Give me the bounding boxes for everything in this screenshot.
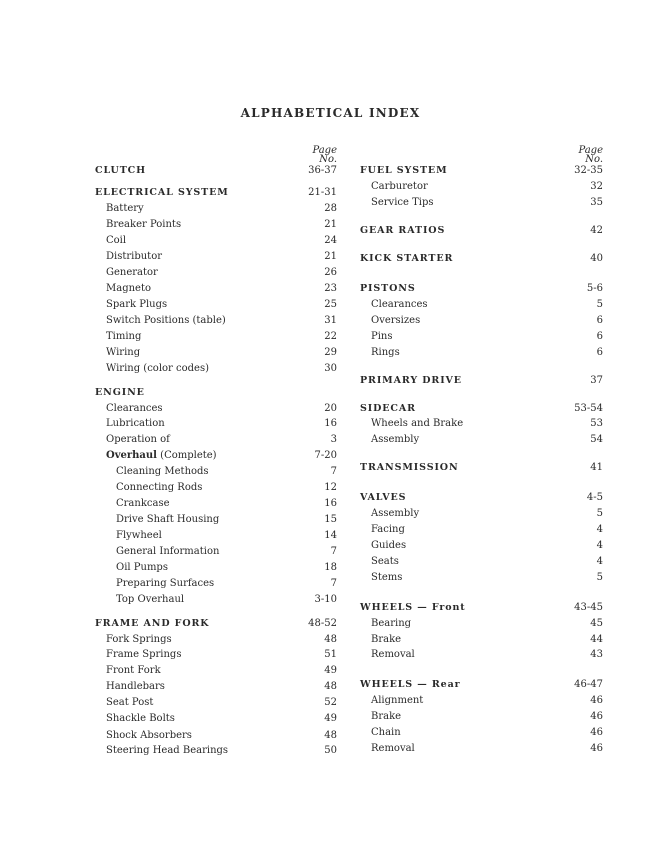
index-entry-label: Handlebars bbox=[106, 681, 165, 692]
index-entry-label: Oversizes bbox=[371, 315, 421, 326]
index-entry-label: Operation of bbox=[106, 434, 170, 445]
index-entry-page: 32-35 bbox=[574, 165, 603, 176]
index-entry bbox=[95, 632, 337, 648]
index-entry-page: 7-20 bbox=[314, 450, 337, 461]
index-entry bbox=[360, 600, 603, 616]
index-entry bbox=[95, 512, 337, 528]
index-entry bbox=[95, 528, 337, 544]
index-entry-page: 44 bbox=[590, 634, 603, 645]
index-entry-label: Clearances bbox=[106, 403, 163, 414]
index-entry-page: 41 bbox=[590, 462, 603, 473]
index-entry bbox=[360, 538, 603, 554]
index-entry-label: WHEELS — Rear bbox=[360, 679, 461, 690]
index-entry-label: Switch Positions (table) bbox=[106, 315, 226, 326]
index-entry bbox=[95, 385, 337, 401]
page-header-no: No. bbox=[585, 154, 603, 165]
index-entry bbox=[95, 592, 337, 608]
index-entry bbox=[360, 432, 603, 448]
index-entry-page: 28 bbox=[324, 203, 337, 214]
index-entry-label: Brake bbox=[371, 711, 402, 722]
index-entry-page: 21-31 bbox=[308, 187, 337, 198]
index-entry bbox=[95, 616, 337, 632]
index-entry bbox=[360, 741, 603, 757]
index-entry-page: 53 bbox=[590, 418, 603, 429]
index-entry bbox=[95, 432, 337, 448]
index-entry-label: Guides bbox=[371, 540, 407, 551]
index-entry-page: 6 bbox=[596, 331, 603, 342]
index-entry bbox=[95, 201, 337, 217]
index-entry-page: 5 bbox=[596, 572, 603, 583]
index-entry-page: 54 bbox=[590, 434, 603, 445]
index-entry bbox=[95, 480, 337, 496]
index-entry bbox=[360, 163, 603, 179]
index-entry-page: 4-5 bbox=[586, 492, 603, 503]
index-entry bbox=[360, 297, 603, 313]
index-entry-page: 20 bbox=[324, 403, 337, 414]
index-entry-page: 7 bbox=[330, 466, 337, 477]
index-entry-label: Connecting Rods bbox=[116, 482, 203, 493]
index-entry-page: 46 bbox=[590, 743, 603, 754]
index-entry bbox=[95, 401, 337, 417]
index-entry-page: 7 bbox=[330, 578, 337, 589]
index-entry bbox=[95, 217, 337, 233]
index-entry bbox=[360, 522, 603, 538]
index-entry-label: KICK STARTER bbox=[360, 253, 454, 264]
index-entry-label: Assembly bbox=[371, 508, 420, 519]
index-entry-label: VALVES bbox=[360, 492, 407, 503]
index-entry bbox=[95, 544, 337, 560]
index-entry-label: Brake bbox=[371, 634, 402, 645]
index-entry-label: PISTONS bbox=[360, 283, 416, 294]
index-entry bbox=[360, 490, 603, 506]
index-entry-label: Stems bbox=[371, 572, 403, 583]
index-entry-page: 6 bbox=[596, 315, 603, 326]
index-entry-label: Shock Absorbers bbox=[106, 730, 192, 741]
index-entry bbox=[360, 281, 603, 297]
index-entry-label: Distributor bbox=[106, 251, 163, 262]
index-entry-page: 46 bbox=[590, 727, 603, 738]
index-entry-page: 48 bbox=[324, 681, 337, 692]
index-entry-page: 29 bbox=[324, 347, 337, 358]
index-entry-label: Oil Pumps bbox=[116, 562, 168, 573]
index-entry-label: Fork Springs bbox=[106, 634, 172, 645]
index-entry-page: 5 bbox=[596, 508, 603, 519]
index-entry-label: Seats bbox=[371, 556, 399, 567]
index-entry bbox=[360, 251, 603, 267]
index-entry-label: Alignment bbox=[371, 695, 424, 706]
index-entry-label: Steering Head Bearings bbox=[106, 745, 229, 756]
index-entry-page: 5-6 bbox=[586, 283, 603, 294]
index-entry-page: 21 bbox=[324, 219, 337, 230]
index-entry-label: Cleaning Methods bbox=[116, 466, 209, 477]
index-entry-page: 5 bbox=[596, 299, 603, 310]
index-entry-label: Battery bbox=[106, 203, 144, 214]
index-entry-page: 26 bbox=[324, 267, 337, 278]
index-entry bbox=[360, 632, 603, 648]
index-entry-label: FUEL SYSTEM bbox=[360, 165, 448, 176]
index-entry-page: 16 bbox=[324, 418, 337, 429]
index-entry-page: 49 bbox=[324, 665, 337, 676]
index-entry-label: General Information bbox=[116, 546, 220, 557]
index-entry-page: 6 bbox=[596, 347, 603, 358]
index-entry-label: TRANSMISSION bbox=[360, 462, 459, 473]
index-entry-label: Crankcase bbox=[116, 498, 170, 509]
index-entry-label: Preparing Surfaces bbox=[116, 578, 215, 589]
index-entry-label bbox=[106, 448, 217, 464]
index-entry bbox=[360, 313, 603, 329]
index-entry-page: 40 bbox=[590, 253, 603, 264]
index-entry-page: 46-47 bbox=[574, 679, 603, 690]
index-entry-label-bold: Overhaul bbox=[106, 450, 157, 461]
index-entry-label: FRAME AND FORK bbox=[95, 618, 210, 629]
index-entry-page: 31 bbox=[324, 315, 337, 326]
index-entry-page: 3 bbox=[330, 434, 337, 445]
index-entry-page: 50 bbox=[324, 745, 337, 756]
index-entry-label: Bearing bbox=[371, 618, 412, 629]
index-entry-label: Facing bbox=[371, 524, 405, 535]
page-header-no: No. bbox=[319, 154, 337, 165]
index-entry-label: Lubrication bbox=[106, 418, 165, 429]
index-entry bbox=[95, 711, 337, 727]
index-entry bbox=[95, 416, 337, 432]
index-entry-page: 52 bbox=[324, 697, 337, 708]
index-entry-page: 7 bbox=[330, 546, 337, 557]
index-entry-label: Chain bbox=[371, 727, 401, 738]
index-entry bbox=[360, 223, 603, 239]
index-entry-label: Clearances bbox=[371, 299, 428, 310]
index-entry-page: 15 bbox=[324, 514, 337, 525]
index-entry-label: Pins bbox=[371, 331, 393, 342]
index-entry bbox=[95, 695, 337, 711]
index-entry bbox=[360, 179, 603, 195]
index-entry bbox=[360, 677, 603, 693]
index-entry bbox=[360, 709, 603, 725]
index-entry-page: 3-10 bbox=[314, 594, 337, 605]
index-entry bbox=[95, 679, 337, 695]
index-entry bbox=[95, 249, 337, 265]
index-entry-label-extra: (Complete) bbox=[156, 450, 217, 461]
index-entry-label: Flywheel bbox=[116, 530, 162, 541]
index-entry-label: Service Tips bbox=[371, 197, 434, 208]
index-entry-label: GEAR RATIOS bbox=[360, 225, 446, 236]
index-entry-page: 37 bbox=[590, 375, 603, 386]
index-entry bbox=[360, 647, 603, 663]
page-header-page: Page bbox=[578, 145, 603, 156]
index-entry-page: 4 bbox=[596, 556, 603, 567]
index-entry-label: Front Fork bbox=[106, 665, 161, 676]
index-entry bbox=[360, 345, 603, 361]
index-entry bbox=[360, 616, 603, 632]
index-entry-label: Carburetor bbox=[371, 181, 428, 192]
index-entry-page: 45 bbox=[590, 618, 603, 629]
index-entry-page: 23 bbox=[324, 283, 337, 294]
index-entry bbox=[360, 401, 603, 417]
index-entry-label: Assembly bbox=[371, 434, 420, 445]
index-entry-label: PRIMARY DRIVE bbox=[360, 375, 462, 386]
index-entry-page: 18 bbox=[324, 562, 337, 573]
index-entry bbox=[95, 576, 337, 592]
index-entry-label: Magneto bbox=[106, 283, 151, 294]
index-entry bbox=[360, 570, 603, 586]
index-entry-page: 49 bbox=[324, 713, 337, 724]
index-entry bbox=[95, 329, 337, 345]
index-entry-label: Wiring (color codes) bbox=[106, 363, 209, 374]
index-entry-label: Shackle Bolts bbox=[106, 713, 175, 724]
index-entry-page: 35 bbox=[590, 197, 603, 208]
index-entry-page: 48 bbox=[324, 730, 337, 741]
index-entry-page: 46 bbox=[590, 711, 603, 722]
index-entry-label: ELECTRICAL SYSTEM bbox=[95, 187, 229, 198]
index-entry bbox=[95, 647, 337, 663]
index-entry bbox=[95, 185, 337, 201]
index-entry bbox=[95, 281, 337, 297]
index-entry-page: 30 bbox=[324, 363, 337, 374]
index-entry-label: Generator bbox=[106, 267, 158, 278]
index-entry bbox=[95, 163, 337, 179]
index-entry-page: 21 bbox=[324, 251, 337, 262]
index-entry-label: Rings bbox=[371, 347, 400, 358]
index-entry-page: 16 bbox=[324, 498, 337, 509]
index-entry bbox=[360, 373, 603, 389]
index-entry-page: 22 bbox=[324, 331, 337, 342]
index-entry bbox=[95, 728, 337, 744]
index-entry-label: Breaker Points bbox=[106, 219, 182, 230]
index-entry bbox=[360, 329, 603, 345]
index-entry-page: 24 bbox=[324, 235, 337, 246]
index-entry-label: CLUTCH bbox=[95, 165, 147, 176]
index-entry bbox=[95, 233, 337, 249]
index-entry-page: 48-52 bbox=[308, 618, 337, 629]
index-entry-label: Coil bbox=[106, 235, 127, 246]
index-entry bbox=[360, 195, 603, 211]
index-entry bbox=[95, 313, 337, 329]
index-entry-page: 43-45 bbox=[574, 602, 603, 613]
index-entry bbox=[360, 460, 603, 476]
index-entry bbox=[95, 265, 337, 281]
index-entry bbox=[95, 496, 337, 512]
index-entry-label: Wheels and Brake bbox=[371, 418, 464, 429]
index-entry-label: Seat Post bbox=[106, 697, 154, 708]
index-entry-page: 51 bbox=[324, 649, 337, 660]
page-title: ALPHABETICAL INDEX bbox=[240, 106, 421, 120]
index-entry-label: Top Overhaul bbox=[116, 594, 185, 605]
index-entry bbox=[95, 743, 337, 759]
index-entry-label: Spark Plugs bbox=[106, 299, 168, 310]
index-entry-page: 4 bbox=[596, 524, 603, 535]
index-entry-page: 53-54 bbox=[574, 403, 603, 414]
index-entry bbox=[360, 416, 603, 432]
index-entry bbox=[95, 464, 337, 480]
index-entry bbox=[95, 663, 337, 679]
index-entry-page: 4 bbox=[596, 540, 603, 551]
index-entry-label: Drive Shaft Housing bbox=[116, 514, 220, 525]
index-entry-label: Timing bbox=[106, 331, 142, 342]
index-entry bbox=[95, 361, 337, 377]
index-entry bbox=[360, 725, 603, 741]
page-header-page: Page bbox=[312, 145, 337, 156]
index-entry-page: 42 bbox=[590, 225, 603, 236]
index-entry-label: ENGINE bbox=[95, 387, 145, 398]
index-entry-label: Removal bbox=[371, 743, 415, 754]
index-entry bbox=[360, 506, 603, 522]
index-entry bbox=[95, 345, 337, 361]
index-entry bbox=[95, 448, 337, 464]
index-entry-page: 46 bbox=[590, 695, 603, 706]
index-entry-label: SIDECAR bbox=[360, 403, 416, 414]
index-entry-page: 14 bbox=[324, 530, 337, 541]
index-entry-page: 36-37 bbox=[308, 165, 337, 176]
index-entry bbox=[360, 693, 603, 709]
index-entry-page: 32 bbox=[590, 181, 603, 192]
index-entry bbox=[360, 554, 603, 570]
index-entry-label: WHEELS — Front bbox=[360, 602, 466, 613]
index-entry bbox=[95, 560, 337, 576]
index-entry-page: 48 bbox=[324, 634, 337, 645]
index-entry-page: 43 bbox=[590, 649, 603, 660]
index-entry-label: Wiring bbox=[106, 347, 141, 358]
index-entry bbox=[95, 297, 337, 313]
index-entry-label: Removal bbox=[371, 649, 415, 660]
index-entry-page: 25 bbox=[324, 299, 337, 310]
index-entry-page: 12 bbox=[324, 482, 337, 493]
index-entry-label: Frame Springs bbox=[106, 649, 182, 660]
